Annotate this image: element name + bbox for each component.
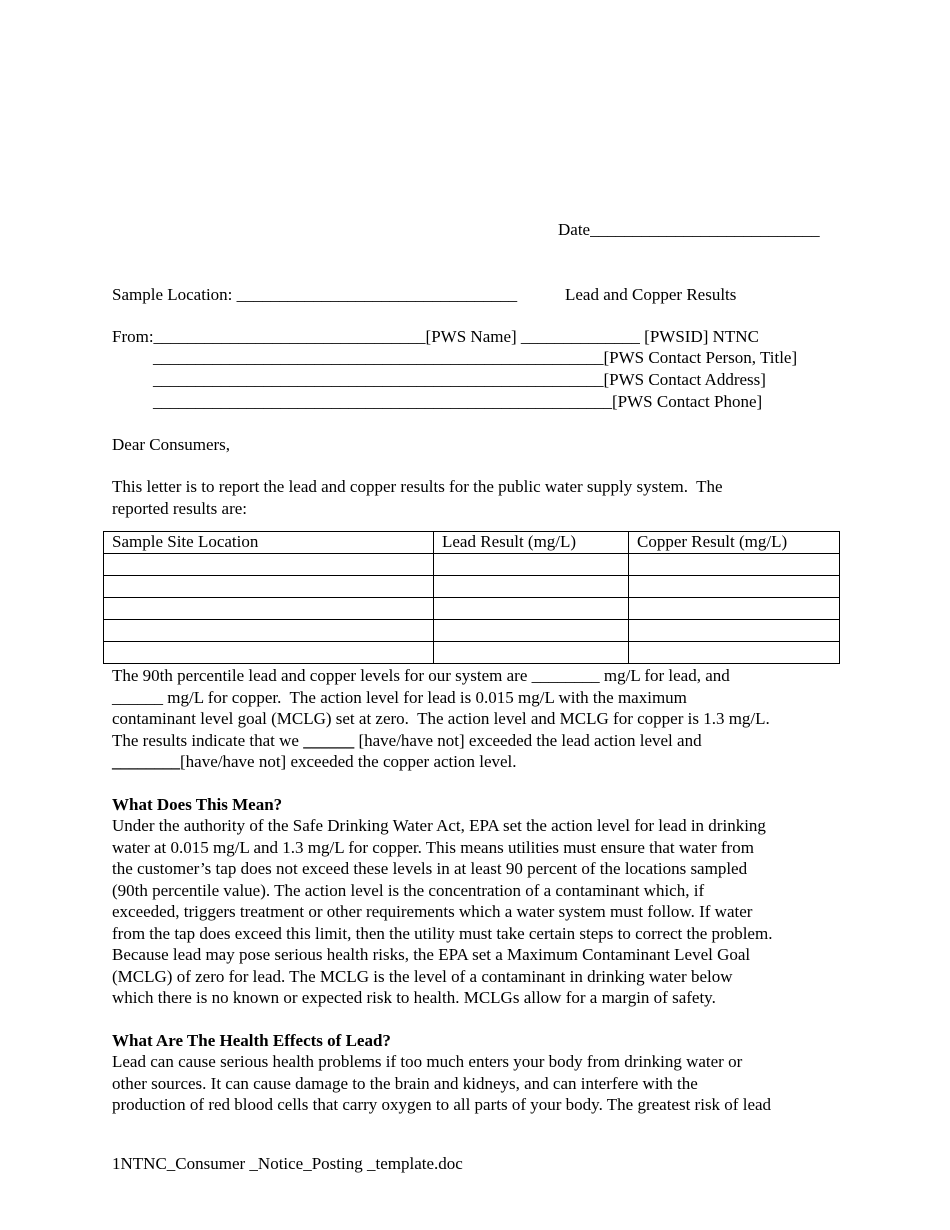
- table-cell: [104, 642, 434, 664]
- table-cell: [104, 620, 434, 642]
- meaning-line: (90th percentile value). The action level is the concentration of a contaminant which, if: [112, 881, 705, 900]
- from-line: From:________________________________[PWS Name] ______________ [PWSID] NTNC: [112, 327, 759, 346]
- table-row: [104, 642, 840, 664]
- table-cell: [629, 554, 840, 576]
- table-cell: [434, 620, 629, 642]
- table-cell: [104, 554, 434, 576]
- intro-line-2: reported results are:: [112, 499, 247, 518]
- table-cell: [104, 576, 434, 598]
- table-cell: [434, 598, 629, 620]
- health-line: other sources. It can cause damage to the brain and kidneys, and can interfere with the: [112, 1074, 698, 1093]
- section-heading-health: What Are The Health Effects of Lead?: [112, 1031, 391, 1050]
- meaning-line: the customer’s tap does not exceed these levels in at least 90 percent of the locations sampled: [112, 859, 748, 878]
- column-header: Lead Result (mg/L): [434, 532, 629, 554]
- sample-location-field: Sample Location: _________________________________: [112, 285, 518, 304]
- health-line: Lead can cause serious health problems if too much enters your body from drinking water or: [112, 1052, 743, 1071]
- copper-exceed-blank: ________: [112, 752, 180, 771]
- table-row: [104, 576, 840, 598]
- percentile-line-5: [112, 751, 517, 773]
- table-cell: [104, 598, 434, 620]
- table-cell: [434, 576, 629, 598]
- column-header: Copper Result (mg/L): [629, 532, 840, 554]
- meaning-line: which there is no known or expected risk to health. MCLGs allow for a margin of safety.: [112, 988, 716, 1007]
- health-line: production of red blood cells that carry oxygen to all parts of your body. The greatest risk of lead: [112, 1095, 772, 1114]
- percentile-line-2: ______ mg/L for copper. The action level for lead is 0.015 mg/L with the maximum: [112, 688, 687, 707]
- section-heading-meaning: What Does This Mean?: [112, 795, 283, 814]
- date-field: Date___________________________: [558, 220, 820, 239]
- percentile-line-3: contaminant level goal (MCLG) set at zero. The action level and MCLG for copper is 1.3 mg/L.: [112, 709, 770, 728]
- meaning-line: (MCLG) of zero for lead. The MCLG is the level of a contaminant in drinking water below: [112, 967, 733, 986]
- meaning-line: from the tap does exceed this limit, then the utility must take certain steps to correct the problem.: [112, 924, 773, 943]
- table-cell: [629, 576, 840, 598]
- results-table: [103, 531, 840, 664]
- percentile-line-4: [112, 730, 702, 752]
- meaning-line: Because lead may pose serious health risks, the EPA set a Maximum Contaminant Level Goal: [112, 945, 751, 964]
- table-row: [104, 620, 840, 642]
- table-cell: [629, 642, 840, 664]
- table-cell: [629, 620, 840, 642]
- percentile-text: The results indicate that we: [112, 731, 304, 750]
- contact-person-line: _____________________________________________________[PWS Contact Person, Title]: [153, 348, 798, 367]
- salutation: Dear Consumers,: [112, 435, 231, 454]
- table-row: [104, 598, 840, 620]
- document-title: Lead and Copper Results: [565, 285, 737, 304]
- contact-address-line: _____________________________________________________[PWS Contact Address]: [153, 370, 766, 389]
- percentile-text: [have/have not] exceeded the copper action level.: [180, 752, 517, 771]
- percentile-text: [have/have not] exceeded the lead action level and: [354, 731, 702, 750]
- table-cell: [629, 598, 840, 620]
- contact-phone-line: ______________________________________________________[PWS Contact Phone]: [153, 392, 763, 411]
- lead-exceed-blank: ______: [303, 731, 355, 750]
- table-header-row: [104, 532, 840, 554]
- table-cell: [434, 642, 629, 664]
- intro-line-1: This letter is to report the lead and copper results for the public water supply system. The: [112, 477, 723, 496]
- table-row: [104, 554, 840, 576]
- percentile-line-1: The 90th percentile lead and copper levels for our system are ________ mg/L for lead, and: [112, 666, 730, 685]
- meaning-line: exceeded, triggers treatment or other requirements which a water system must follow. If water: [112, 902, 753, 921]
- meaning-line: Under the authority of the Safe Drinking Water Act, EPA set the action level for lead in drinking: [112, 816, 766, 835]
- footer-filename: 1NTNC_Consumer _Notice_Posting _template.doc: [112, 1154, 463, 1173]
- table-cell: [434, 554, 629, 576]
- meaning-line: water at 0.015 mg/L and 1.3 mg/L for copper. This means utilities must ensure that water from: [112, 838, 754, 857]
- column-header: Sample Site Location: [104, 532, 434, 554]
